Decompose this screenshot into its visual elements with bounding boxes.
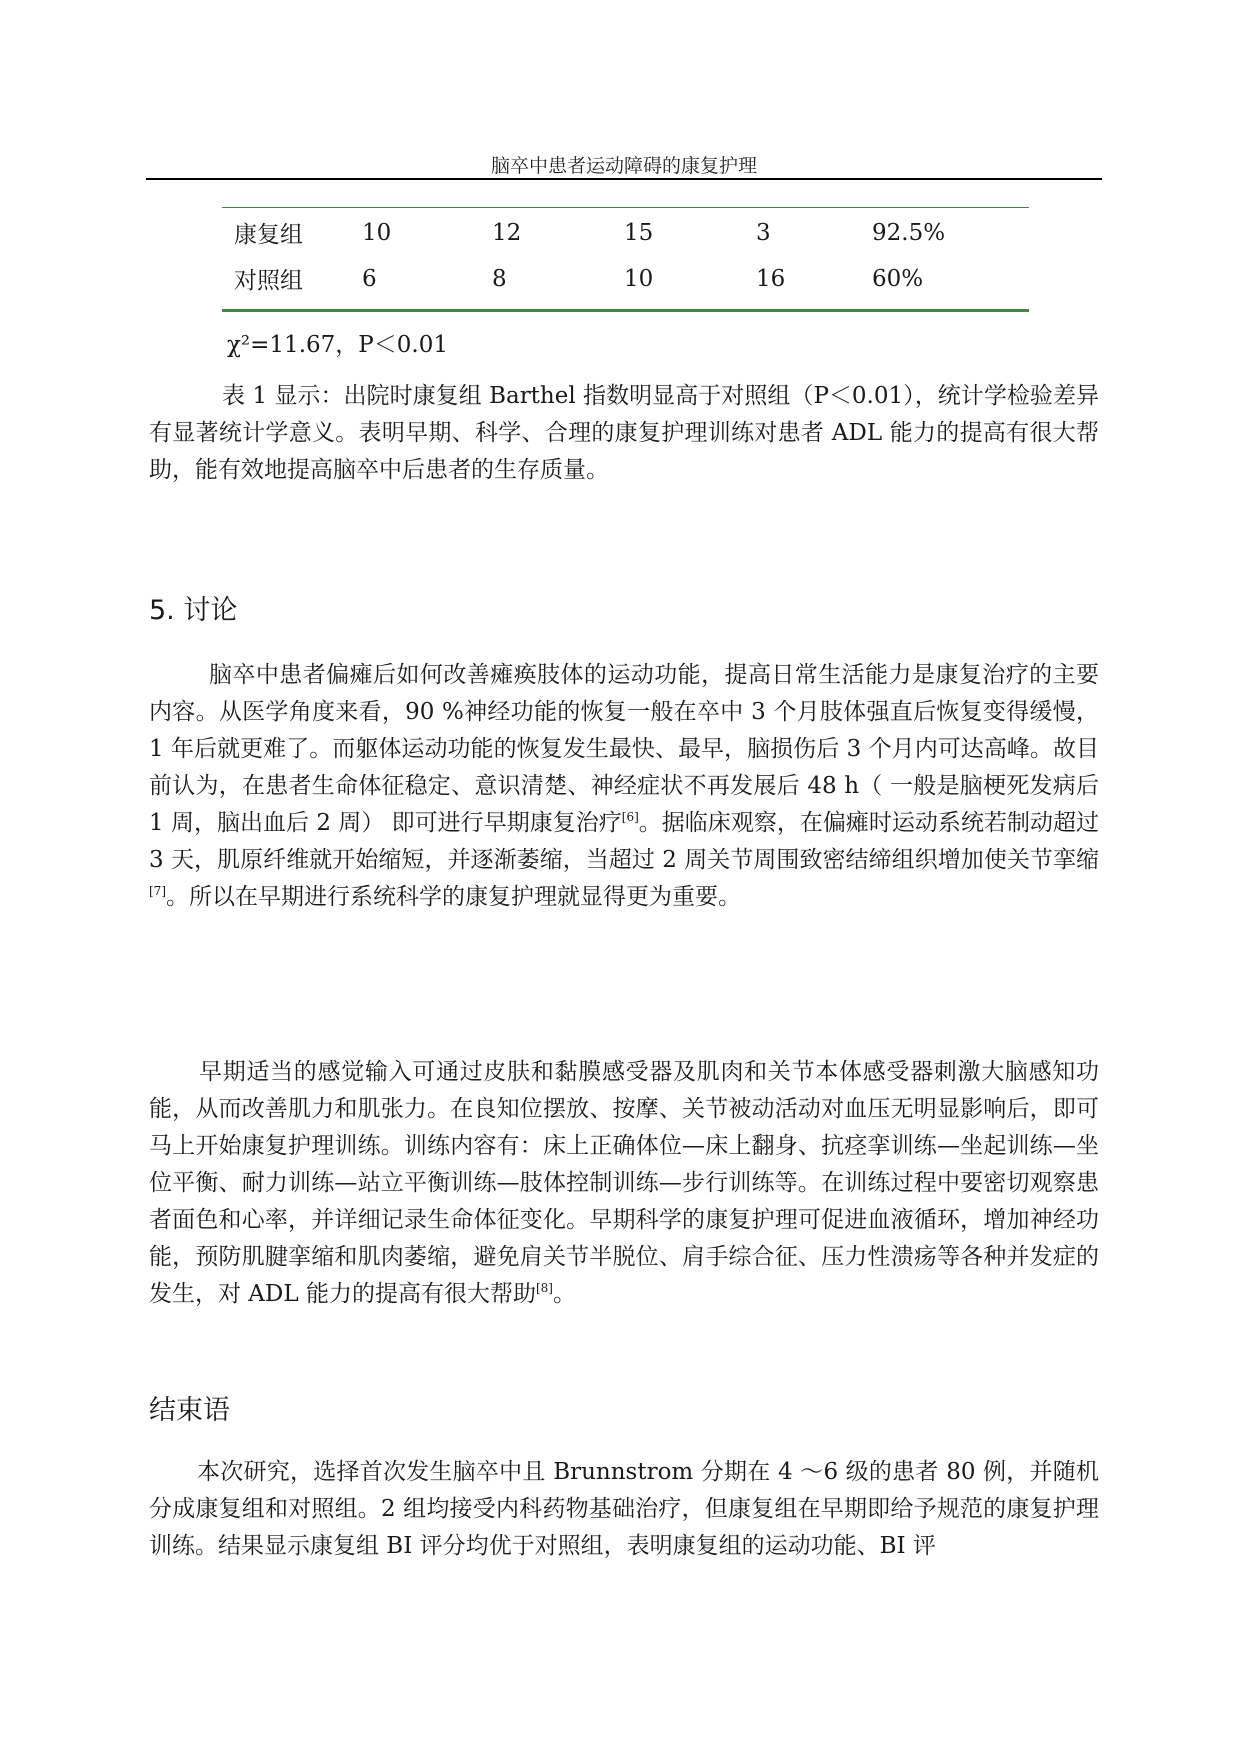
table-cell: 15 bbox=[624, 208, 756, 257]
paragraph-text-part: 。所以在早期进行系统科学的康复护理就显得更为重要。 bbox=[166, 884, 741, 910]
paragraph-text-part: 。 bbox=[552, 1281, 576, 1307]
paragraph-text-part: 早期适当的感觉输入可通过皮肤和黏膜感受器及肌肉和关节本体感受器刺激大脑感知功能，从而改善肌力和肌张力。在良知位摆放、按摩、关节被动活动对血压无明显影响后，即可马上开始康复护理训练。训练内容有：床上正确体位—床上翻身、抗痉挛训练—坐起训练—坐位平衡、耐力训练—站立平衡训练—肢体控制训练—步行训练等。在训练过程中要密切观察患者面色和心率，并详细记录生命体征变化。早期科学的康复护理可促进血液循环，增加神经功能，预防肌腱挛缩和肌肉萎缩，避免肩关节半脱位、肩手综合征、压力性溃疡等各种并发症的发生，对 ADL 能力的提高有很大帮助 bbox=[149, 1059, 1099, 1307]
paragraph-text-part: 。据临床观察，在偏瘫时运动系统若制动超过 3 天，肌原纤维就开始缩短，并逐渐萎缩，当超过 2 周关节周围致密结缔组织增加使关节挛缩 bbox=[149, 810, 1099, 873]
table-cell: 6 bbox=[362, 256, 492, 311]
paragraph-text-part: 脑卒中患者偏瘫后如何改善瘫痪肢体的运动功能，提高日常生活能力是康复治疗的主要内容。从医学角度来看，90 %神经功能的恢复一般在卒中 3 个月肢体强直后恢复变得缓慢，1 年后就更难了。而躯体运动功能的恢复发生最快、最早，脑损伤后 3 个月内可达高峰。故目前认为，在患者生命体征稳定、意识清楚、神经症状不再发展后 48 h（ 一般是脑梗死发病后 1 周，脑出血后 2 周） 即可进行早期康复治疗 bbox=[149, 662, 1099, 836]
running-header: 脑卒中患者运动障碍的康复护理 bbox=[490, 155, 757, 177]
table-cell: 92.5% bbox=[872, 208, 1029, 257]
conclusion-paragraph bbox=[149, 1454, 1099, 1565]
table-row bbox=[222, 256, 1029, 311]
table-cell: 对照组 bbox=[222, 256, 362, 311]
citation-ref: [8] bbox=[535, 1281, 553, 1295]
table-cell: 12 bbox=[492, 208, 624, 257]
paragraph-text: 本次研究，选择首次发生脑卒中且 Brunnstrom 分期在 4 ～6 级的患者 80 例，并随机分成康复组和对照组。2 组均接受内科药物基础治疗，但康复组在早期即给予规范的康复护理训练。结果显示康复组 BI 评分均优于对照组，表明康复组的运动功能、BI 评 bbox=[149, 1459, 1099, 1559]
discussion-paragraph-1 bbox=[149, 657, 1099, 916]
paragraph-text bbox=[149, 1054, 1099, 1313]
table-summary-paragraph bbox=[149, 378, 1099, 489]
citation-ref: [6] bbox=[621, 810, 639, 824]
table-cell: 8 bbox=[492, 256, 624, 311]
section-heading-conclusion: 结束语 bbox=[149, 1395, 230, 1426]
header-rule bbox=[146, 178, 1102, 180]
table-cell: 60% bbox=[872, 256, 1029, 311]
table-cell: 10 bbox=[624, 256, 756, 311]
paragraph-text: 表 1 显示：出院时康复组 Barthel 指数明显高于对照组（P＜0.01），统计学检验差异有显著统计学意义。表明早期、科学、合理的康复护理训练对患者 ADL 能力的提高有很大帮助，能有效地提高脑卒中后患者的生存质量。 bbox=[149, 383, 1099, 483]
table-cell: 10 bbox=[362, 208, 492, 257]
table-cell: 康复组 bbox=[222, 208, 362, 257]
stat-note: χ²=11.67，P＜0.01 bbox=[227, 332, 448, 358]
table-cell: 3 bbox=[756, 208, 872, 257]
paragraph-text bbox=[149, 657, 1099, 916]
results-table bbox=[222, 207, 1029, 312]
table-row bbox=[222, 208, 1029, 257]
citation-ref: [7] bbox=[149, 884, 166, 898]
table-cell: 16 bbox=[756, 256, 872, 311]
section-heading-discussion: 5. 讨论 bbox=[149, 595, 238, 626]
discussion-paragraph-2 bbox=[149, 1054, 1099, 1313]
